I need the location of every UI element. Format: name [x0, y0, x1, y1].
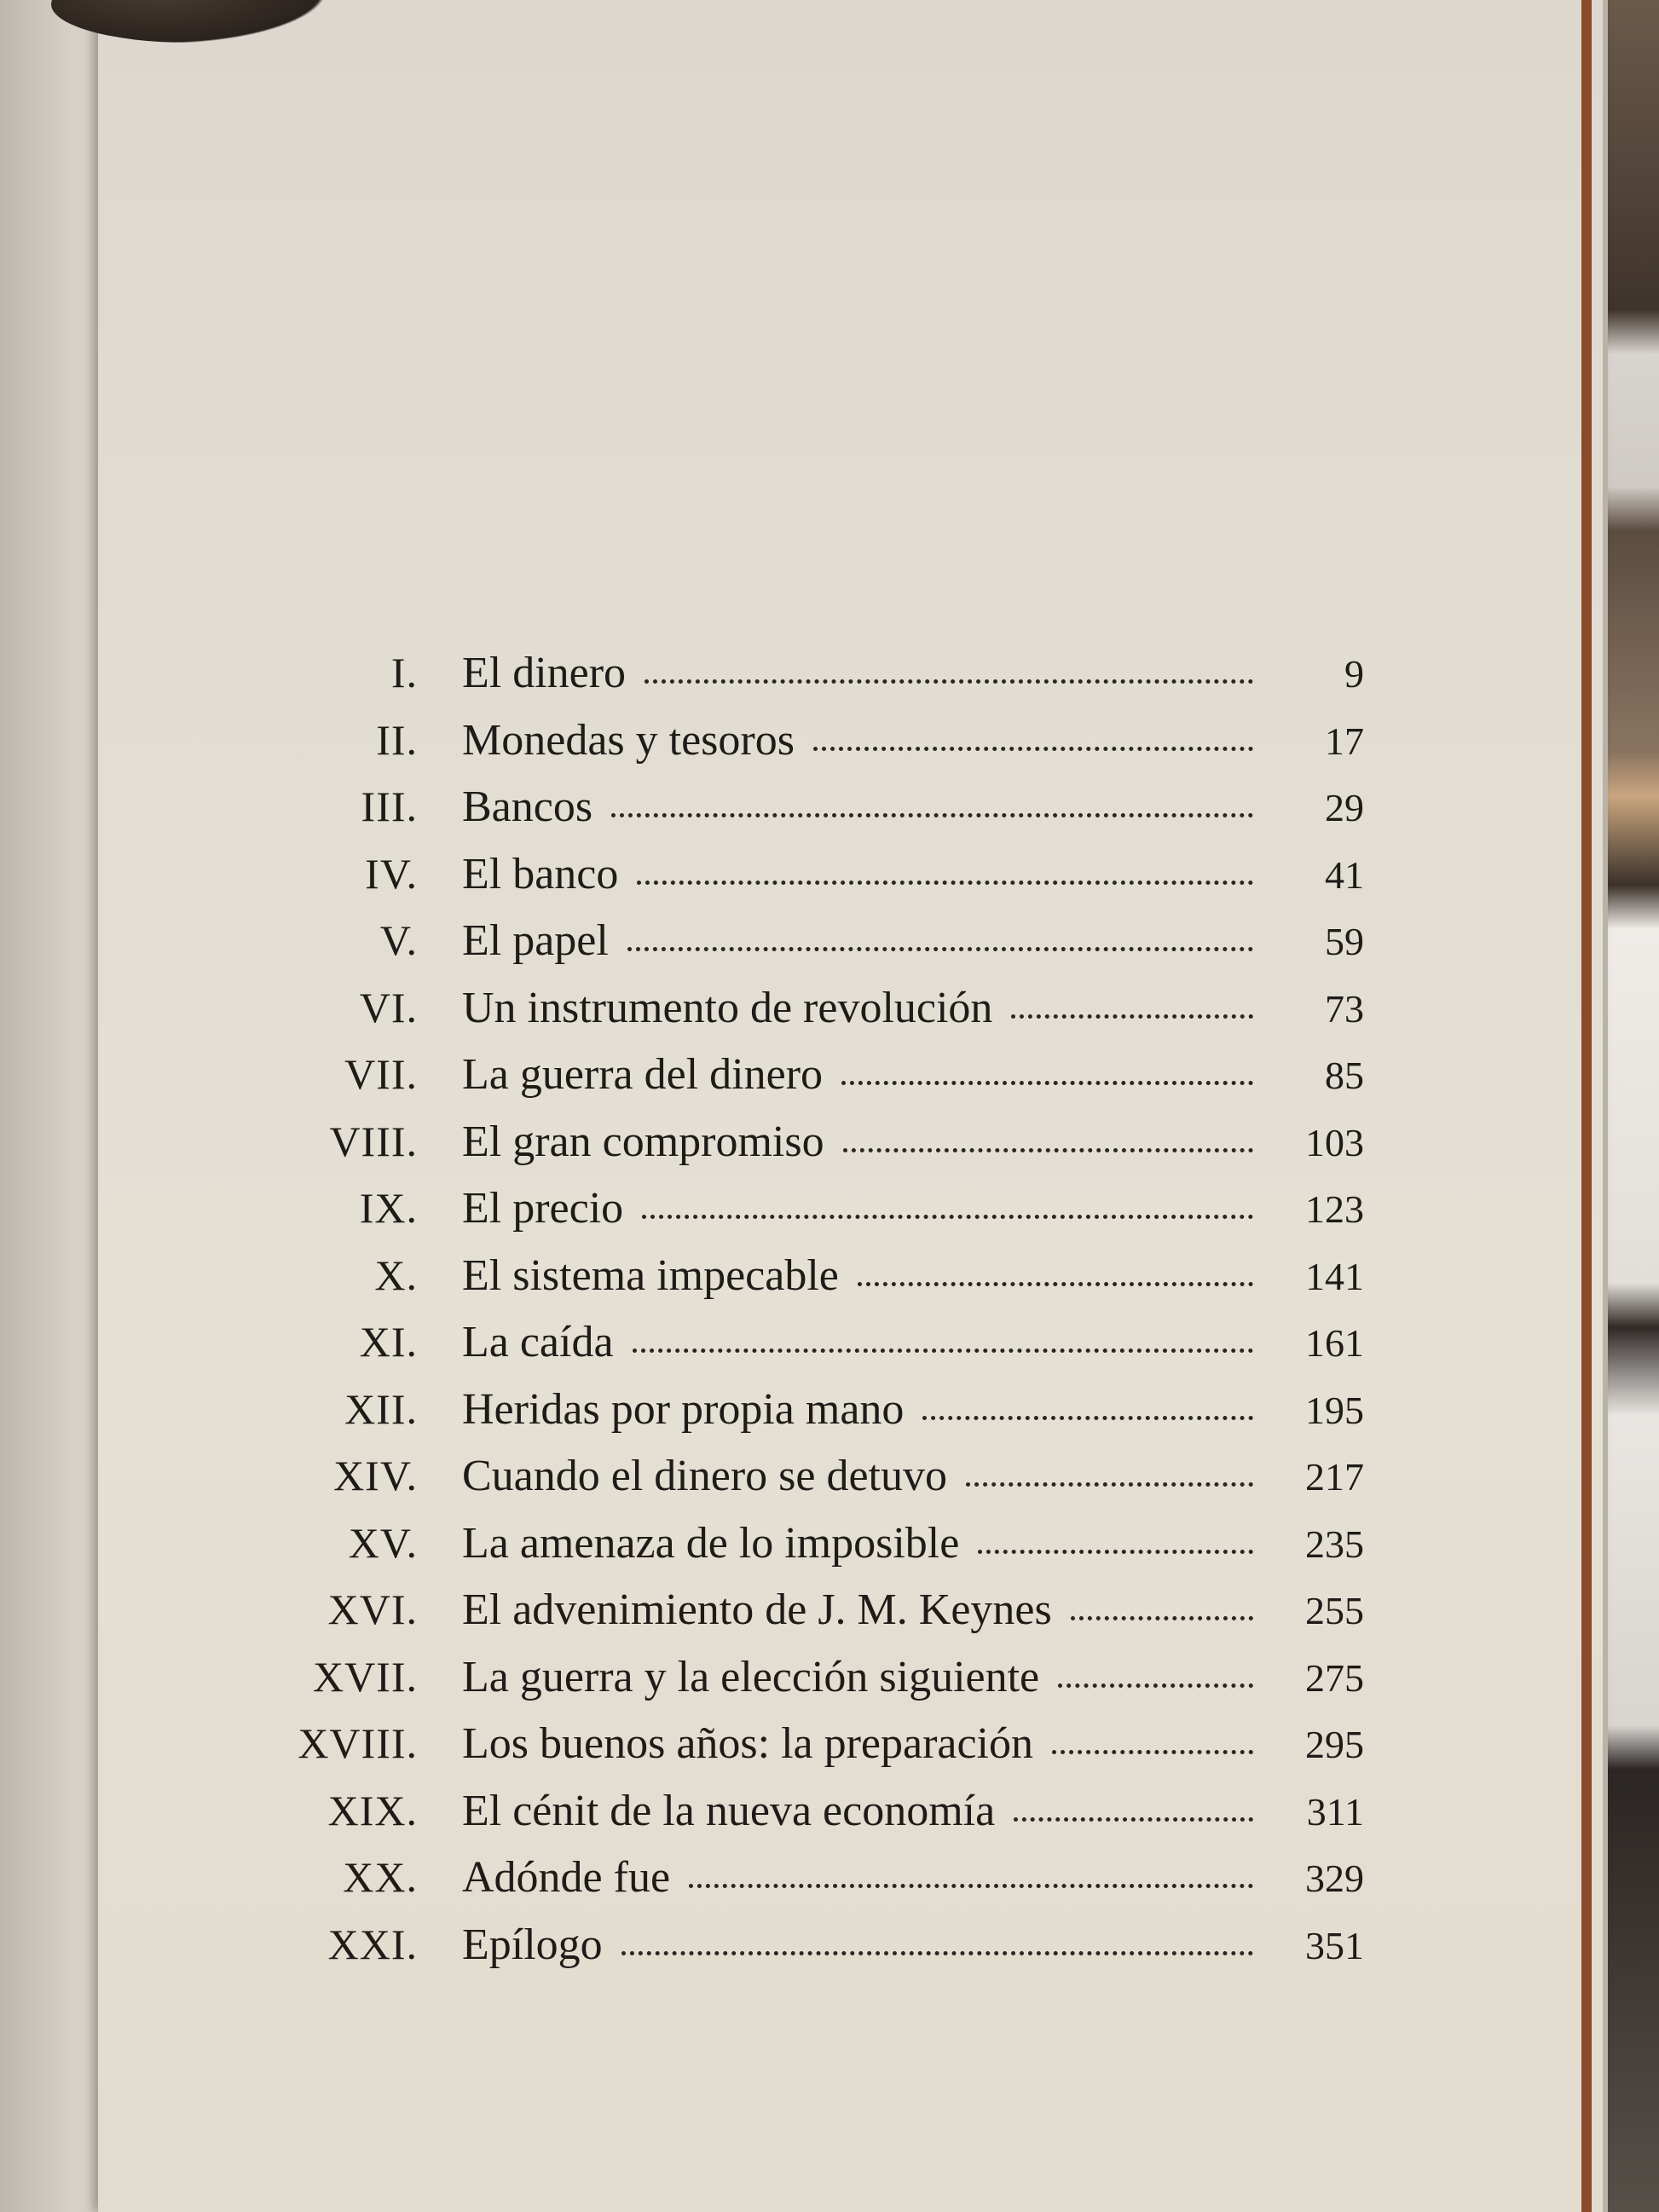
page-edge — [1581, 0, 1592, 2212]
toc-entry — [290, 1718, 1398, 1786]
chapter-page-number: 329 — [1305, 1857, 1364, 1900]
chapter-title: Adónde fue — [462, 1853, 671, 1902]
toc-entry — [290, 1117, 1398, 1184]
dot-leader — [978, 1549, 1253, 1554]
chapter-numeral: VI. — [359, 983, 418, 1031]
chapter-title: El sistema impecable — [462, 1250, 839, 1300]
chapter-numeral: XVII. — [312, 1652, 418, 1701]
chapter-page-number: 141 — [1305, 1254, 1364, 1298]
chapter-title: Un instrumento de revolución — [462, 983, 993, 1032]
toc-entry — [290, 1250, 1398, 1318]
toc-entry — [290, 1183, 1398, 1250]
toc-entry — [290, 1518, 1398, 1585]
chapter-page-number: 73 — [1325, 986, 1364, 1031]
chapter-title: Los buenos años: la preparación — [462, 1719, 1034, 1768]
toc-entry — [290, 648, 1398, 715]
dot-leader — [841, 1080, 1253, 1085]
dot-leader — [843, 1147, 1253, 1152]
dot-leader — [966, 1481, 1253, 1487]
chapter-title: Monedas y tesoros — [462, 715, 795, 765]
chapter-title: El dinero — [462, 649, 627, 697]
chapter-numeral: IX. — [359, 1184, 418, 1232]
chapter-page-number: 41 — [1325, 852, 1364, 897]
dot-leader — [1071, 1615, 1253, 1620]
chapter-page-number: 255 — [1305, 1589, 1364, 1632]
chapter-numeral: XV. — [348, 1518, 418, 1567]
chapter-numeral: XXI. — [327, 1920, 418, 1968]
chapter-page-number: 295 — [1305, 1723, 1364, 1766]
chapter-numeral: XVIII. — [298, 1719, 418, 1767]
toc-entry — [290, 1384, 1398, 1452]
dot-leader — [1011, 1014, 1253, 1019]
toc-entry — [290, 1049, 1398, 1117]
chapter-page-number: 235 — [1305, 1522, 1364, 1566]
toc-entry — [290, 1317, 1398, 1384]
toc-entry — [290, 1585, 1398, 1652]
chapter-title: El gran compromiso — [462, 1117, 824, 1166]
chapter-numeral: I. — [390, 649, 418, 696]
chapter-title: Cuando el dinero se detuvo — [462, 1452, 947, 1500]
chapter-title: La caída — [462, 1318, 614, 1366]
chapter-page-number: 217 — [1305, 1455, 1364, 1499]
chapter-title: Heridas por propia mano — [462, 1384, 905, 1434]
dot-leader — [645, 679, 1253, 684]
chapter-page-number: 85 — [1325, 1054, 1364, 1097]
dot-leader — [858, 1281, 1253, 1286]
toc-entry — [290, 715, 1398, 783]
chapter-page-number: 311 — [1306, 1789, 1364, 1834]
chapter-numeral: IV. — [365, 849, 418, 898]
dot-leader — [1014, 1816, 1253, 1822]
chapter-title: La guerra del dinero — [462, 1050, 824, 1099]
toc-entry — [290, 983, 1398, 1050]
dot-leader — [633, 1348, 1253, 1353]
toc-entry — [290, 782, 1398, 849]
chapter-title: La guerra y la elección siguiente — [462, 1652, 1040, 1701]
toc-entry — [290, 1786, 1398, 1853]
chapter-page-number: 9 — [1344, 652, 1364, 696]
chapter-numeral: XVI. — [327, 1585, 418, 1633]
chapter-title: El advenimiento de J. M. Keynes — [462, 1585, 1052, 1634]
dot-leader — [627, 946, 1253, 951]
chapter-title: La amenaza de lo imposible — [462, 1518, 960, 1568]
dot-leader — [1058, 1683, 1253, 1688]
dot-leader — [611, 812, 1253, 817]
dot-leader — [642, 1214, 1253, 1219]
toc-entry — [290, 1920, 1398, 1987]
chapter-numeral: VII. — [344, 1050, 418, 1098]
dot-leader — [922, 1415, 1253, 1420]
dot-leader — [637, 880, 1253, 885]
dot-leader — [813, 746, 1253, 751]
chapter-numeral: XX. — [343, 1853, 418, 1901]
table-of-contents — [290, 648, 1398, 1986]
chapter-page-number: 275 — [1305, 1655, 1364, 1700]
chapter-title: Epílogo — [462, 1920, 603, 1969]
chapter-page-number: 123 — [1305, 1187, 1364, 1231]
toc-entry — [290, 1451, 1398, 1518]
chapter-page-number: 17 — [1325, 719, 1364, 763]
chapter-page-number: 161 — [1305, 1321, 1364, 1365]
chapter-numeral: V. — [379, 916, 418, 964]
chapter-numeral: VIII. — [329, 1117, 418, 1165]
chapter-page-number: 351 — [1305, 1923, 1364, 1967]
chapter-numeral: III. — [361, 783, 418, 830]
chapter-numeral: X. — [374, 1250, 418, 1299]
dot-leader — [1052, 1749, 1253, 1754]
toc-entry — [290, 1852, 1398, 1920]
chapter-numeral: XI. — [359, 1318, 418, 1366]
chapter-numeral: XII. — [344, 1384, 418, 1433]
chapter-title: El papel — [462, 916, 609, 965]
chapter-page-number: 59 — [1325, 920, 1364, 963]
chapter-page-number: 103 — [1305, 1120, 1364, 1164]
chapter-page-number: 195 — [1305, 1388, 1364, 1432]
chapter-numeral: XIX. — [327, 1786, 418, 1834]
chapter-page-number: 29 — [1325, 786, 1364, 829]
toc-entry — [290, 1652, 1398, 1719]
chapter-title: El banco — [462, 849, 619, 898]
chapter-numeral: II. — [376, 715, 418, 764]
chapter-title: El cénit de la nueva economía — [462, 1786, 996, 1835]
toc-entry — [290, 915, 1398, 983]
toc-entry — [290, 849, 1398, 916]
chapter-title: El precio — [462, 1184, 624, 1233]
dot-leader — [689, 1883, 1253, 1888]
dot-leader — [621, 1950, 1253, 1955]
chapter-title: Bancos — [462, 783, 593, 831]
chapter-numeral: XIV. — [333, 1452, 418, 1499]
